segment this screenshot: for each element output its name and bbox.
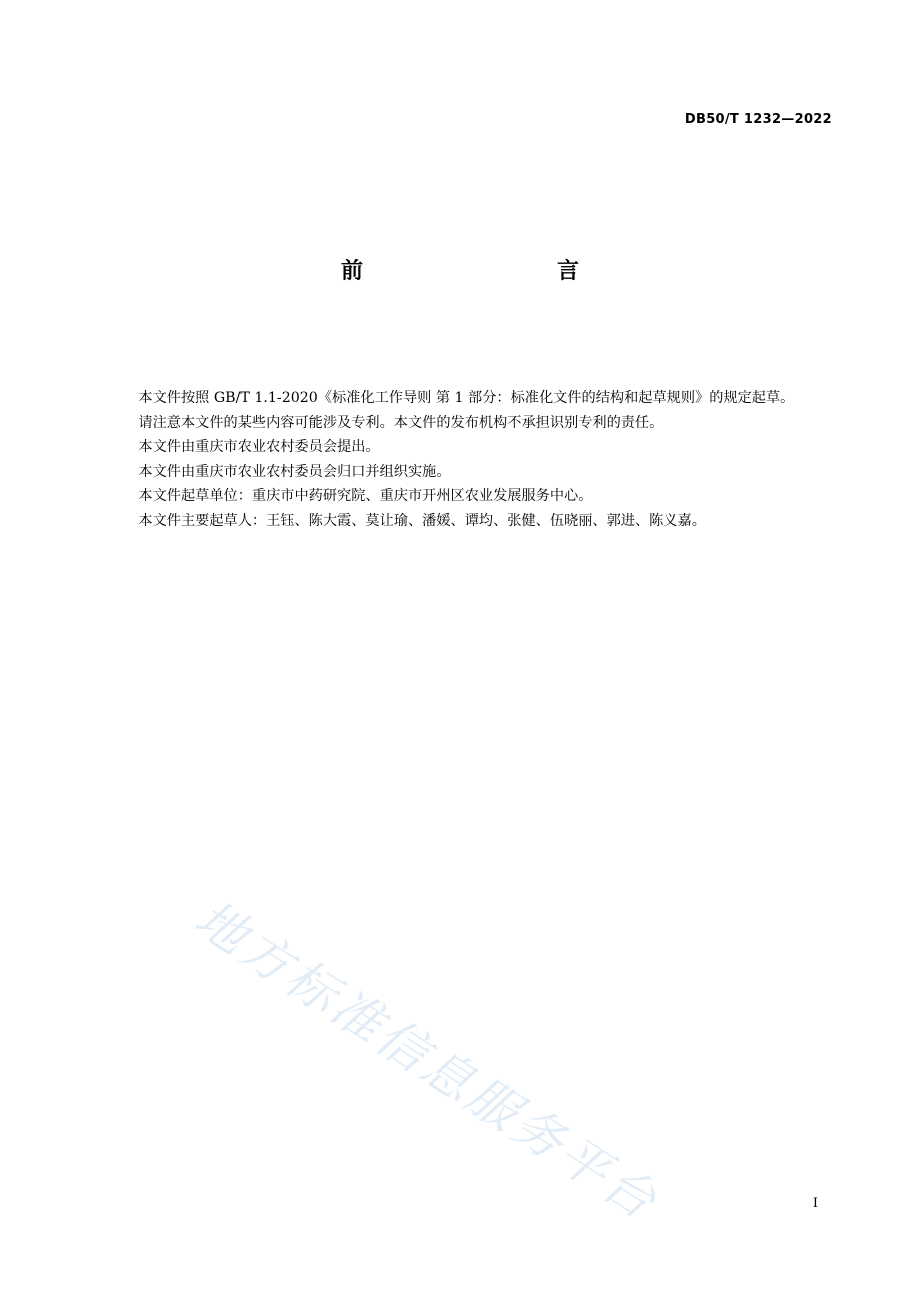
paragraph-patent-notice: 请注意本文件的某些内容可能涉及专利。本文件的发布机构不承担识别专利的责任。 — [138, 414, 664, 431]
paragraph-drafting-rules: 本文件按照 GB/T 1.1-2020《标准化工作导则 第 1 部分：标准化文件的结构和起草规则》的规定起草。 — [138, 390, 795, 406]
foreword-body — [110, 386, 832, 533]
document-code: DB50/T 1232—2022 — [684, 112, 832, 127]
paragraph-proposed-by: 本文件由重庆市农业农村委员会提出。 — [138, 439, 380, 455]
paragraph-drafting-units: 本文件起草单位：重庆市中药研究院、重庆市开州区农业发展服务中心。 — [138, 488, 593, 504]
page-title: 前 言 — [340, 259, 629, 284]
paragraph-drafters: 本文件主要起草人：王钰、陈大霞、莫让瑜、潘媛、谭均、张健、伍晓丽、郭进、陈义嘉。 — [138, 512, 706, 529]
paragraph-administered-by: 本文件由重庆市农业农村委员会归口并组织实施。 — [138, 463, 451, 480]
watermark: 地方标准信息服务平台 — [184, 889, 669, 1232]
page-number: I — [812, 1196, 818, 1211]
